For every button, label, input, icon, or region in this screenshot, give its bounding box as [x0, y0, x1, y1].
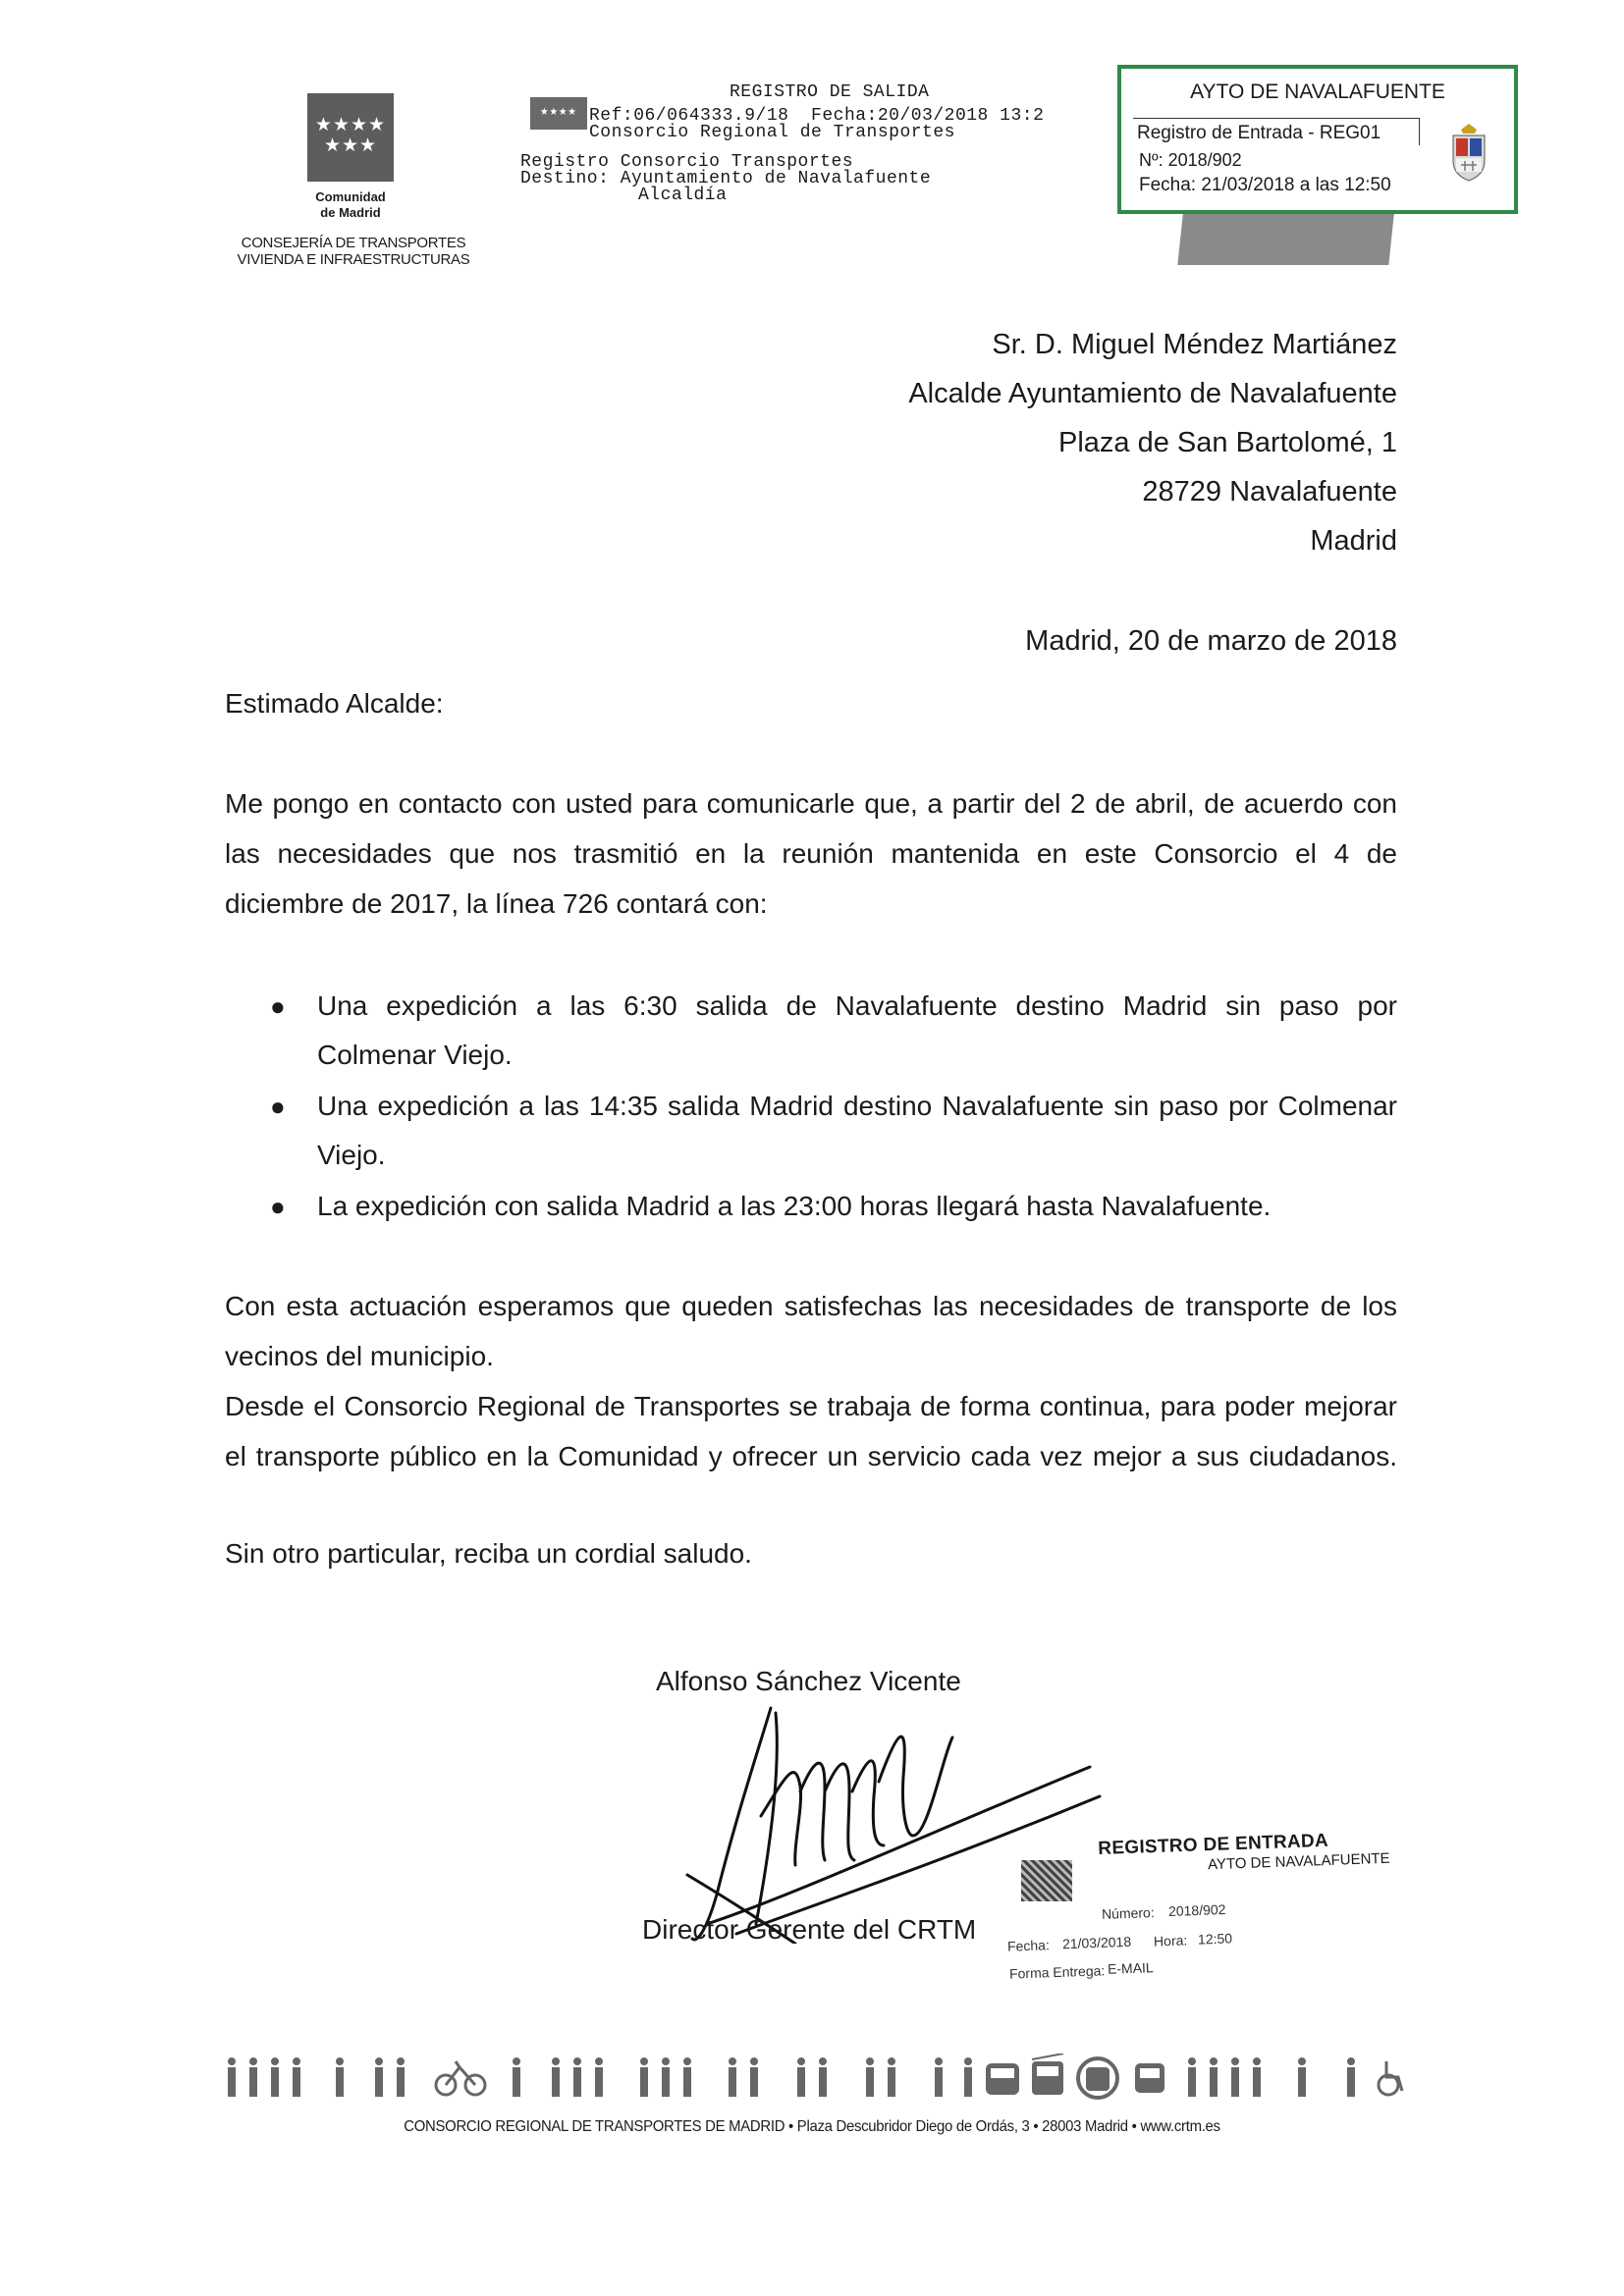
- people-icon-3: [1188, 2057, 1355, 2097]
- paragraph1-line1: Me pongo en contacto con usted para comunicarle que, a partir del 2 de abril, de acuerdo con: [225, 788, 1397, 819]
- address-line-2: Alcalde Ayuntamiento de Navalafuente: [908, 378, 1397, 409]
- metro-icon: [1078, 2058, 1117, 2098]
- bicycle-icon: [436, 2061, 485, 2095]
- entry-stamp-fecha-label: Fecha:: [1006, 1937, 1051, 1954]
- entry-stamp-fecha-value: 21/03/2018: [1061, 1933, 1132, 1952]
- bullet1-line1: Una expedición a las 6:30 salida de Navalafuente destino Madrid sin paso por: [317, 990, 1397, 1021]
- people-icon: [228, 2057, 405, 2097]
- footer-address: CONSORCIO REGIONAL DE TRANSPORTES DE MADRID • Plaza Descubridor Diego de Ordás, 3 • 28003 Madrid • www.crtm.es: [404, 2118, 1220, 2135]
- tram-icon: [1135, 2063, 1164, 2093]
- entry-stamp-logo: [1021, 1860, 1072, 1901]
- address-line-4: 28729 Navalafuente: [1142, 476, 1397, 507]
- org-name-line2: de Madrid: [320, 205, 381, 220]
- bullet-dot: ●: [270, 1092, 286, 1121]
- entry-stamp-hora-value: 12:50: [1197, 1930, 1233, 1948]
- paragraph2-line3: Desde el Consorcio Regional de Transportes se trabaja de forma continua, para poder mejorar: [225, 1391, 1397, 1421]
- bullet-dot: ●: [270, 1192, 286, 1221]
- salutation: Estimado Alcalde:: [225, 688, 444, 719]
- paragraph1-line2: las necesidades que nos trasmitió en la reunión mantenida en este Consorcio el 4 de: [225, 838, 1397, 869]
- stars-icon: ★★★★ ★★★: [314, 115, 387, 156]
- paragraph2-line1: Con esta actuación esperamos que queden satisfechas las necesidades de transporte de los: [225, 1291, 1397, 1321]
- entry-stamp-forma-value: E-MAIL: [1107, 1959, 1154, 1977]
- entry-stamp-numero-label: Número:: [1101, 1904, 1155, 1922]
- entry-box-numero: Nº: 2018/902: [1139, 150, 1242, 170]
- exit-stamp-logo: ★★★★: [530, 97, 587, 130]
- entry-box-fecha: Fecha: 21/03/2018 a las 12:50: [1139, 175, 1391, 195]
- bullet-dot: ●: [270, 991, 286, 1021]
- bullet1-line2: Colmenar Viejo.: [317, 1040, 513, 1070]
- exit-stamp-org: Consorcio Regional de Transportes: [589, 123, 955, 142]
- bus-icon: [986, 2063, 1019, 2095]
- org-name-line1: Comunidad: [315, 189, 386, 204]
- exit-stamp-ref: Ref:06/064333.9/18 Fecha:20/03/2018 13:2: [589, 106, 1045, 126]
- entry-box-title: AYTO DE NAVALAFUENTE: [1190, 80, 1445, 103]
- wheelchair-icon: [1379, 2061, 1402, 2095]
- footer-pictogram-strip: [222, 2054, 1406, 2101]
- bullet2-line2: Viejo.: [317, 1140, 386, 1170]
- entry-stamp-ayto: AYTO DE NAVALAFUENTE: [1207, 1849, 1390, 1874]
- train-icon: [1032, 2054, 1063, 2095]
- municipal-crest-icon: [1447, 122, 1490, 183]
- handwritten-signature: [677, 1698, 1110, 1944]
- paragraph2-line4: el transporte público en la Comunidad y ofrecer un servicio cada vez mejor a sus ciudadanos.: [225, 1441, 1397, 1471]
- signer-title: Director Gerente del CRTM: [642, 1914, 977, 1945]
- entry-box-registro: Registro de Entrada - REG01: [1133, 118, 1420, 145]
- closing: Sin otro particular, reciba un cordial saludo.: [225, 1538, 752, 1569]
- letter-date: Madrid, 20 de marzo de 2018: [1025, 625, 1397, 657]
- bullet3-line1: La expedición con salida Madrid a las 23:00 horas llegará hasta Navalafuente.: [317, 1191, 1272, 1221]
- exit-stamp-title: REGISTRO DE SALIDA: [730, 82, 930, 102]
- address-line-3: Plaza de San Bartolomé, 1: [1058, 427, 1397, 458]
- bullet2-line1: Una expedición a las 14:35 salida Madrid destino Navalafuente sin paso por Colmenar: [317, 1091, 1397, 1121]
- address-line-1: Sr. D. Miguel Méndez Martiánez: [992, 329, 1397, 360]
- entry-register-box: [1117, 65, 1518, 214]
- org-name: [295, 189, 406, 221]
- address-line-5: Madrid: [1310, 525, 1397, 557]
- paragraph2-line2: vecinos del municipio.: [225, 1341, 494, 1371]
- signer-name: Alfonso Sánchez Vicente: [656, 1666, 961, 1696]
- exit-stamp-destino: Destino: Ayuntamiento de Navalafuente: [520, 169, 932, 188]
- consejeria-line2: VIVIENDA E INFRAESTRUCTURAS: [237, 251, 470, 268]
- entry-stamp-numero-value: 2018/902: [1167, 1900, 1226, 1920]
- people-icon-2: [513, 2057, 972, 2097]
- exit-stamp-registro: Registro Consorcio Transportes: [520, 152, 854, 172]
- entry-stamp-forma-label: Forma Entrega:: [1008, 1962, 1106, 1982]
- entry-stamp-hora-label: Hora:: [1153, 1932, 1188, 1949]
- consejeria-line1: CONSEJERÍA DE TRANSPORTES: [241, 235, 466, 251]
- entry-stamp-title: REGISTRO DE ENTRADA: [1098, 1830, 1329, 1859]
- comunidad-madrid-flag-logo: [307, 93, 394, 182]
- exit-stamp-destino-2: Alcaldía: [638, 186, 728, 205]
- consejeria-name: [211, 235, 496, 268]
- paragraph1-line3: diciembre de 2017, la línea 726 contará con:: [225, 888, 768, 919]
